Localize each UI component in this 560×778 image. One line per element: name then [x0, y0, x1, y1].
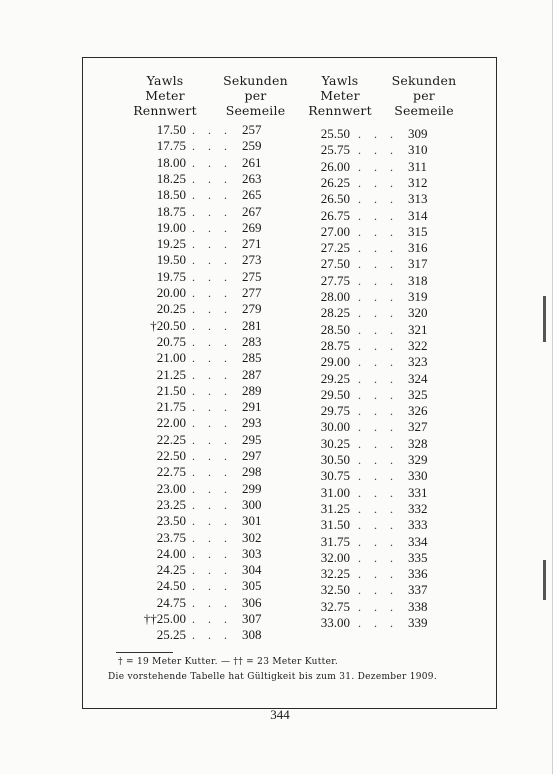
rating-value: 20.75 — [156, 333, 186, 349]
table-row — [300, 322, 440, 338]
seconds-value: 300 — [242, 496, 262, 512]
table-row — [120, 318, 280, 334]
table-row — [120, 432, 280, 448]
leader-dots: . . . — [192, 465, 232, 480]
header-line: Yawls — [146, 73, 184, 88]
table-row — [300, 517, 440, 533]
seconds-value: 332 — [408, 500, 428, 516]
seconds-value: 285 — [242, 350, 262, 366]
rating-value: 19.00 — [156, 219, 186, 235]
rating-value: 27.25 — [320, 240, 350, 256]
leader-dots: . . . — [358, 175, 398, 190]
rating-value: 21.50 — [156, 382, 186, 398]
leader-dots: . . . — [192, 188, 232, 203]
table-row — [120, 252, 280, 268]
rating-value: 28.00 — [320, 289, 350, 304]
header-line: Seemeile — [394, 103, 454, 118]
leader-dots: . . . — [358, 567, 398, 582]
table-row — [120, 236, 280, 252]
rating-value: 29.50 — [320, 386, 350, 402]
seconds-value: 265 — [242, 187, 262, 203]
rating-value: 27.75 — [320, 272, 350, 288]
table-row — [300, 159, 440, 175]
leader-dots: . . . — [192, 334, 232, 349]
seconds-value: 329 — [408, 452, 428, 467]
seconds-value: 275 — [242, 268, 262, 284]
table-row — [300, 208, 440, 224]
rating-value: 17.50 — [156, 122, 186, 137]
seconds-value: 333 — [408, 517, 428, 533]
leader-dots: . . . — [358, 241, 398, 256]
seconds-value: 257 — [242, 122, 262, 137]
seconds-value: 314 — [408, 207, 428, 223]
table-row — [300, 126, 440, 142]
rating-value: 19.75 — [156, 268, 186, 284]
rating-value: 26.25 — [320, 174, 350, 190]
header-line: Rennwert — [133, 103, 197, 118]
rating-value: 20.25 — [156, 301, 186, 317]
rating-value: 22.75 — [156, 464, 186, 480]
seconds-value: 310 — [408, 142, 428, 158]
leader-dots: . . . — [358, 550, 398, 565]
table-row — [300, 419, 440, 435]
rating-value: 18.25 — [156, 170, 186, 186]
rating-value: 18.75 — [156, 203, 186, 219]
table-row — [300, 566, 440, 582]
table-row — [120, 595, 280, 611]
leader-dots: . . . — [192, 579, 232, 594]
table-row — [300, 354, 440, 370]
rating-value: 20.00 — [156, 285, 186, 300]
table-row — [120, 383, 280, 399]
rating-value: 30.50 — [320, 452, 350, 467]
leader-dots: . . . — [192, 204, 232, 219]
leader-dots: . . . — [358, 436, 398, 451]
leader-dots: . . . — [192, 563, 232, 578]
seconds-value: 259 — [242, 138, 262, 154]
table-row — [120, 448, 280, 464]
table-row — [120, 155, 280, 171]
leader-dots: . . . — [192, 514, 232, 529]
leader-dots: . . . — [192, 139, 232, 154]
header-line: per — [413, 88, 435, 103]
leader-dots: . . . — [358, 453, 398, 467]
rating-value: 27.50 — [320, 256, 350, 272]
seconds-value: 312 — [408, 174, 428, 190]
header-line: Sekunden — [223, 73, 288, 88]
rating-value: 22.00 — [156, 415, 186, 431]
seconds-value: 301 — [242, 513, 262, 529]
seconds-value: 339 — [408, 615, 428, 630]
rating-value: 24.50 — [156, 578, 186, 594]
rating-value: 23.75 — [156, 529, 186, 545]
seconds-value: 298 — [242, 464, 262, 480]
rating-value: 31.25 — [320, 500, 350, 516]
seconds-value: 261 — [242, 154, 262, 170]
leader-dots: . . . — [192, 612, 232, 626]
rating-value: ††25.00 — [143, 611, 186, 626]
header-right-seconds — [384, 73, 464, 118]
table-row — [120, 138, 280, 154]
leader-dots: . . . — [358, 143, 398, 158]
leader-dots: . . . — [192, 595, 232, 610]
seconds-value: 336 — [408, 566, 428, 582]
table-row — [300, 550, 440, 566]
seconds-value: 287 — [242, 366, 262, 382]
rating-value: 29.75 — [320, 403, 350, 419]
seconds-value: 281 — [242, 317, 262, 333]
page-number: 344 — [270, 707, 290, 722]
seconds-value: 323 — [408, 354, 428, 370]
rating-value: 25.25 — [156, 627, 186, 643]
seconds-value: 326 — [408, 403, 428, 419]
seconds-value: 330 — [408, 468, 428, 484]
table-row — [120, 269, 280, 285]
header-line: Sekunden — [391, 73, 457, 88]
table-row — [120, 415, 280, 431]
leader-dots: . . . — [358, 322, 398, 337]
table-row — [300, 403, 440, 419]
leader-dots: . . . — [358, 404, 398, 419]
seconds-value: 289 — [242, 382, 262, 398]
leader-dots: . . . — [358, 224, 398, 239]
seconds-value: 321 — [408, 321, 428, 337]
seconds-value: 309 — [408, 126, 428, 141]
leader-dots: . . . — [192, 481, 232, 496]
rating-value: 23.00 — [156, 480, 186, 496]
rating-value: 23.50 — [156, 513, 186, 529]
seconds-value: 311 — [408, 158, 428, 174]
rating-value: †20.50 — [150, 317, 186, 333]
table-row — [120, 627, 280, 643]
header-line: per — [244, 88, 267, 103]
table-row — [300, 485, 440, 501]
leader-dots: . . . — [192, 432, 232, 447]
seconds-value: 271 — [242, 236, 262, 252]
rating-value: 32.00 — [320, 549, 350, 565]
seconds-value: 331 — [408, 484, 428, 500]
leader-dots: . . . — [192, 237, 232, 252]
seconds-value: 305 — [242, 578, 262, 594]
seconds-value: 273 — [242, 252, 262, 268]
table-row — [300, 387, 440, 403]
seconds-value: 327 — [408, 419, 428, 435]
rating-value: 24.75 — [156, 594, 186, 610]
seconds-value: 317 — [408, 256, 428, 272]
leader-dots: . . . — [358, 583, 398, 598]
seconds-value: 324 — [408, 370, 428, 386]
seconds-value: 337 — [408, 582, 428, 598]
table-row — [300, 534, 440, 550]
table-row — [120, 530, 280, 546]
seconds-value: 303 — [242, 545, 262, 561]
leader-dots: . . . — [358, 371, 398, 386]
leader-dots: . . . — [358, 616, 398, 630]
seconds-value: 293 — [242, 415, 262, 431]
leader-dots: . . . — [358, 501, 398, 516]
table-row — [300, 191, 440, 207]
leader-dots: . . . — [192, 155, 232, 170]
table-row — [300, 224, 440, 240]
seconds-value: 308 — [242, 627, 262, 643]
table-row — [120, 171, 280, 187]
leader-dots: . . . — [358, 485, 398, 500]
header-line: Meter — [145, 88, 185, 103]
seconds-value: 334 — [408, 533, 428, 549]
table-row — [300, 142, 440, 158]
table-row — [120, 464, 280, 480]
rating-value: 30.75 — [320, 468, 350, 484]
table-row — [120, 301, 280, 317]
rating-value: 22.50 — [156, 448, 186, 463]
rating-value: 26.50 — [320, 191, 350, 207]
rating-value: 28.50 — [320, 321, 350, 337]
leader-dots: . . . — [192, 530, 232, 545]
rating-value: 32.50 — [320, 582, 350, 598]
table-row — [120, 204, 280, 220]
leader-dots: . . . — [358, 208, 398, 223]
header-line: Rennwert — [308, 103, 372, 118]
rating-value: 19.50 — [156, 252, 186, 268]
leader-dots: . . . — [192, 449, 232, 463]
rating-value: 29.25 — [320, 370, 350, 386]
table-row — [120, 350, 280, 366]
table-row — [120, 367, 280, 383]
rating-value: 31.00 — [320, 484, 350, 500]
table-row — [120, 285, 280, 301]
header-line: Yawls — [321, 73, 359, 88]
leader-dots: . . . — [192, 383, 232, 398]
rating-value: 25.75 — [320, 142, 350, 158]
leader-dots: . . . — [358, 306, 398, 321]
table-row — [300, 615, 440, 631]
leader-dots: . . . — [358, 192, 398, 207]
header-left-rating — [120, 73, 210, 118]
seconds-value: 306 — [242, 594, 262, 610]
leader-dots: . . . — [192, 400, 232, 415]
rating-value: 18.00 — [156, 154, 186, 170]
table-row — [300, 599, 440, 615]
seconds-value: 320 — [408, 305, 428, 321]
seconds-value: 302 — [242, 529, 262, 545]
seconds-value: 295 — [242, 431, 262, 447]
rating-value: 22.25 — [156, 431, 186, 447]
table-row — [120, 562, 280, 578]
leader-dots: . . . — [192, 318, 232, 333]
seconds-value: 267 — [242, 203, 262, 219]
leader-dots: . . . — [192, 367, 232, 382]
leader-dots: . . . — [192, 351, 232, 366]
leader-dots: . . . — [192, 302, 232, 317]
leader-dots: . . . — [358, 534, 398, 549]
seconds-value: 269 — [242, 219, 262, 235]
rating-value: 24.25 — [156, 562, 186, 578]
table-row — [120, 546, 280, 562]
table-row — [300, 256, 440, 272]
table-row — [300, 305, 440, 321]
table-row — [300, 436, 440, 452]
table-row — [300, 240, 440, 256]
rating-value: 30.25 — [320, 435, 350, 451]
seconds-value: 325 — [408, 386, 428, 402]
rating-value: 32.75 — [320, 598, 350, 614]
rating-value: 21.25 — [156, 366, 186, 382]
rating-value: 17.75 — [156, 138, 186, 154]
seconds-value: 304 — [242, 562, 262, 578]
table-row — [120, 497, 280, 513]
table-row — [300, 175, 440, 191]
leader-dots: . . . — [192, 497, 232, 512]
seconds-value: 313 — [408, 191, 428, 207]
leader-dots: . . . — [358, 599, 398, 614]
leader-dots: . . . — [192, 269, 232, 284]
table-row — [300, 338, 440, 354]
rating-value: 21.75 — [156, 399, 186, 415]
leader-dots: . . . — [358, 159, 398, 174]
table-row — [300, 501, 440, 517]
page-edge-mark — [543, 560, 546, 600]
rating-value: 29.00 — [320, 354, 350, 370]
leader-dots: . . . — [358, 127, 398, 141]
seconds-value: 291 — [242, 399, 262, 415]
seconds-value: 328 — [408, 435, 428, 451]
seconds-value: 319 — [408, 289, 428, 304]
header-line: Meter — [320, 88, 360, 103]
rating-value: 18.50 — [156, 187, 186, 203]
seconds-value: 318 — [408, 272, 428, 288]
table-row — [300, 289, 440, 305]
leader-dots: . . . — [192, 220, 232, 235]
seconds-value: 297 — [242, 448, 262, 463]
seconds-value: 338 — [408, 598, 428, 614]
footnote-validity: Die vorstehende Tabelle hat Gültigkeit bis zum 31. Dezember 1909. — [108, 672, 437, 682]
leader-dots: . . . — [358, 290, 398, 304]
seconds-value: 263 — [242, 170, 262, 186]
table-row — [120, 578, 280, 594]
rating-value: 30.00 — [320, 419, 350, 435]
table-row — [120, 481, 280, 497]
seconds-value: 299 — [242, 480, 262, 496]
rating-value: 26.75 — [320, 207, 350, 223]
leader-dots: . . . — [358, 257, 398, 272]
leader-dots: . . . — [358, 387, 398, 402]
table-row — [300, 582, 440, 598]
rating-value: 26.00 — [320, 158, 350, 174]
rating-value: 28.25 — [320, 305, 350, 321]
rating-value: 24.00 — [156, 545, 186, 561]
rating-value: 21.00 — [156, 350, 186, 366]
leader-dots: . . . — [358, 518, 398, 533]
footnote-kutter: † = 19 Meter Kutter. — †† = 23 Meter Kutter. — [118, 657, 338, 667]
header-line: Seemeile — [225, 103, 286, 118]
header-right-rating — [300, 73, 380, 118]
rating-value: 27.00 — [320, 223, 350, 239]
seconds-value: 283 — [242, 333, 262, 349]
table-row — [120, 611, 280, 627]
leader-dots: . . . — [192, 628, 232, 643]
leader-dots: . . . — [358, 338, 398, 353]
leader-dots: . . . — [358, 273, 398, 288]
table-row — [120, 334, 280, 350]
rating-value: 31.50 — [320, 517, 350, 533]
leader-dots: . . . — [192, 123, 232, 137]
footnote-rule — [116, 652, 173, 653]
table-row — [300, 371, 440, 387]
seconds-value: 277 — [242, 285, 262, 300]
table-row — [300, 468, 440, 484]
header-left-seconds — [218, 73, 293, 118]
leader-dots: . . . — [192, 171, 232, 186]
table-row — [120, 220, 280, 236]
table-row — [120, 187, 280, 203]
leader-dots: . . . — [192, 416, 232, 431]
table-row — [300, 273, 440, 289]
seconds-value: 315 — [408, 223, 428, 239]
table-row — [120, 513, 280, 529]
seconds-value: 335 — [408, 549, 428, 565]
rating-value: 32.25 — [320, 566, 350, 582]
seconds-value: 316 — [408, 240, 428, 256]
leader-dots: . . . — [358, 355, 398, 370]
rating-value: 31.75 — [320, 533, 350, 549]
leader-dots: . . . — [192, 286, 232, 300]
leader-dots: . . . — [358, 420, 398, 435]
table-row — [120, 122, 280, 138]
seconds-value: 279 — [242, 301, 262, 317]
seconds-value: 307 — [242, 611, 262, 626]
rating-value: 28.75 — [320, 337, 350, 353]
page-edge-mark — [543, 296, 546, 342]
rating-value: 19.25 — [156, 236, 186, 252]
seconds-value: 322 — [408, 337, 428, 353]
table-row — [300, 452, 440, 468]
rating-value: 33.00 — [320, 615, 350, 630]
leader-dots: . . . — [358, 469, 398, 484]
leader-dots: . . . — [192, 546, 232, 561]
leader-dots: . . . — [192, 253, 232, 268]
rating-value: 25.50 — [320, 126, 350, 141]
table-row — [120, 399, 280, 415]
rating-value: 23.25 — [156, 496, 186, 512]
